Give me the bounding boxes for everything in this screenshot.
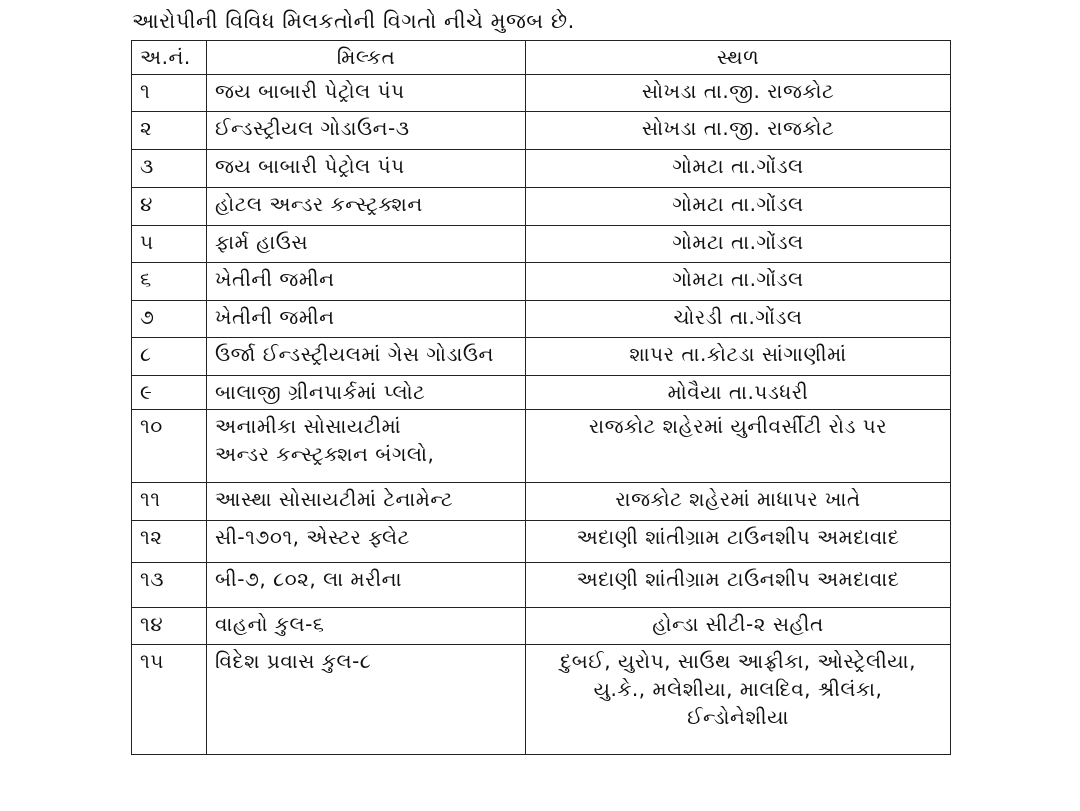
serial-number-cell-text: ૧૩ — [140, 567, 165, 591]
serial-number-cell — [132, 521, 207, 563]
serial-number-cell-text: ૫ — [140, 230, 154, 254]
property-cell — [207, 483, 526, 521]
serial-number-cell-text: ૧૨ — [140, 525, 163, 549]
place-cell — [526, 376, 951, 410]
serial-number-cell-text: ૩ — [140, 154, 154, 178]
serial-number-cell — [132, 188, 207, 226]
properties-table — [131, 40, 951, 755]
serial-number-cell — [132, 645, 207, 755]
place-cell-text: ગોમટા તા.ગોંડલ — [672, 192, 804, 216]
property-cell — [207, 188, 526, 226]
serial-number-cell — [132, 563, 207, 608]
property-cell — [207, 226, 526, 263]
property-cell-text: સી-૧૭૦૧, એસ્ટર ફ્લેટ — [215, 525, 410, 549]
property-cell-text: અનામીકા સોસાયટીમાં અન્ડર કન્સ્ટ્રક્શન બંગલો, — [215, 414, 435, 466]
serial-number-cell — [132, 263, 207, 301]
table-row — [132, 226, 951, 263]
place-cell — [526, 410, 951, 483]
serial-number-cell-text: ૭ — [140, 305, 155, 329]
place-cell-text: રાજકોટ શહેરમાં માધાપર ખાતે — [615, 487, 861, 511]
serial-number-cell-text: ૧૧ — [140, 487, 161, 511]
table-row — [132, 483, 951, 521]
property-cell-text: જય બાબારી પેટ્રોલ પંપ — [215, 79, 405, 103]
serial-number-cell-text: ૬ — [140, 267, 152, 291]
property-cell-text: ખેતીની જમીન — [215, 267, 335, 291]
property-cell-text: બાલાજી ગ્રીનપાર્કમાં પ્લોટ — [215, 380, 426, 404]
place-cell — [526, 521, 951, 563]
table-row — [132, 338, 951, 376]
place-cell — [526, 338, 951, 376]
place-cell — [526, 75, 951, 112]
place-cell-text: શાપર તા.કોટડા સાંગાણીમાં — [629, 342, 847, 366]
serial-number-cell — [132, 410, 207, 483]
property-cell — [207, 338, 526, 376]
table-body — [132, 75, 951, 755]
property-cell-text: આસ્થા સોસાયટીમાં ટેનામેન્ટ — [215, 487, 454, 511]
place-cell-text: અદાણી શાંતીગ્રામ ટાઉનશીપ અમદાવાદ — [576, 567, 900, 591]
place-cell-text: મોવૈયા તા.પડધરી — [667, 380, 809, 404]
table-row — [132, 301, 951, 338]
place-cell — [526, 226, 951, 263]
property-cell — [207, 75, 526, 112]
place-cell-text: ગોમટા તા.ગોંડલ — [672, 154, 804, 178]
property-cell — [207, 301, 526, 338]
serial-number-cell-text: ૪ — [140, 192, 153, 216]
place-cell-text: સોખડા તા.જી. રાજકોટ — [641, 79, 835, 103]
serial-number-cell — [132, 608, 207, 645]
property-cell-text: હોટલ અન્ડર કન્સ્ટ્રક્શન — [215, 192, 423, 216]
table-row — [132, 608, 951, 645]
place-cell — [526, 112, 951, 150]
property-cell — [207, 112, 526, 150]
property-cell — [207, 521, 526, 563]
serial-number-cell-text: ૧૦ — [140, 414, 163, 438]
place-cell-text: ચોરડી તા.ગોંડલ — [673, 305, 803, 329]
property-cell-text: વિદેશ પ્રવાસ કુલ-૮ — [215, 649, 372, 673]
place-cell — [526, 263, 951, 301]
header-property: મિલ્કત — [207, 41, 526, 75]
serial-number-cell — [132, 112, 207, 150]
property-cell — [207, 410, 526, 483]
place-cell-text: સોખડા તા.જી. રાજકોટ — [641, 116, 835, 140]
place-cell-text: હોન્ડા સીટી-૨ સહીત — [652, 612, 824, 636]
header-place: સ્થળ — [526, 41, 951, 75]
place-cell-text: અદાણી શાંતીગ્રામ ટાઉનશીપ અમદાવાદ — [576, 525, 900, 549]
place-cell — [526, 483, 951, 521]
place-cell-text: રાજકોટ શહેરમાં યુનીવર્સીટી રોડ પર — [588, 414, 888, 438]
property-cell — [207, 563, 526, 608]
serial-number-cell — [132, 301, 207, 338]
table-row — [132, 376, 951, 410]
serial-number-cell-text: ૮ — [140, 342, 152, 366]
property-cell-text: ખેતીની જમીન — [215, 305, 335, 329]
place-cell — [526, 301, 951, 338]
serial-number-cell-text: ૨ — [140, 116, 153, 140]
serial-number-cell — [132, 226, 207, 263]
serial-number-cell — [132, 338, 207, 376]
place-cell-text: ગોમટા તા.ગોંડલ — [672, 230, 804, 254]
property-cell-text: વાહનો કુલ-૬ — [215, 612, 325, 636]
header-serial-number: અ.નં. — [132, 41, 207, 75]
property-cell-text: બી-૭, ૮૦૨, લા મરીના — [215, 567, 402, 591]
property-cell-text: ઈન્ડસ્ટ્રીયલ ગોડાઉન-૩ — [215, 116, 410, 140]
place-cell — [526, 608, 951, 645]
serial-number-cell-text: ૧ — [140, 79, 151, 103]
place-cell — [526, 150, 951, 188]
table-row — [132, 188, 951, 226]
document-heading: આરોપીની વિવિધ મિલકતોની વિગતો નીચે મુજબ છે. — [132, 9, 575, 33]
table-header-row — [132, 41, 951, 75]
property-cell — [207, 645, 526, 755]
property-cell — [207, 263, 526, 301]
place-cell-text: દુબઈ, યુરોપ, સાઉથ આફ્રીકા, ઓસ્ટ્રેલીયા, યુ.કે., મલેશીયા, માલદિવ, શ્રીલંકા, ઈન્ડોનેશીયા — [560, 649, 916, 729]
place-cell — [526, 188, 951, 226]
place-cell — [526, 645, 951, 755]
serial-number-cell — [132, 483, 207, 521]
property-cell — [207, 376, 526, 410]
place-cell — [526, 563, 951, 608]
table-row — [132, 410, 951, 483]
property-cell — [207, 150, 526, 188]
serial-number-cell-text: ૧૫ — [140, 649, 164, 673]
property-cell-text: ફાર્મ હાઉસ — [215, 230, 309, 254]
serial-number-cell-text: ૧૪ — [140, 612, 164, 636]
table-row — [132, 263, 951, 301]
table-row — [132, 150, 951, 188]
place-cell-text: ગોમટા તા.ગોંડલ — [672, 267, 804, 291]
property-cell-text: જય બાબારી પેટ્રોલ પંપ — [215, 154, 405, 178]
serial-number-cell-text: ૯ — [140, 380, 153, 404]
property-cell-text: ઉર્જા ઈન્ડસ્ટ્રીયલમાં ગેસ ગોડાઉન — [215, 342, 494, 366]
table-row — [132, 75, 951, 112]
table-row — [132, 645, 951, 755]
serial-number-cell — [132, 75, 207, 112]
serial-number-cell — [132, 376, 207, 410]
table-row — [132, 521, 951, 563]
table-row — [132, 563, 951, 608]
property-cell — [207, 608, 526, 645]
serial-number-cell — [132, 150, 207, 188]
table-row — [132, 112, 951, 150]
